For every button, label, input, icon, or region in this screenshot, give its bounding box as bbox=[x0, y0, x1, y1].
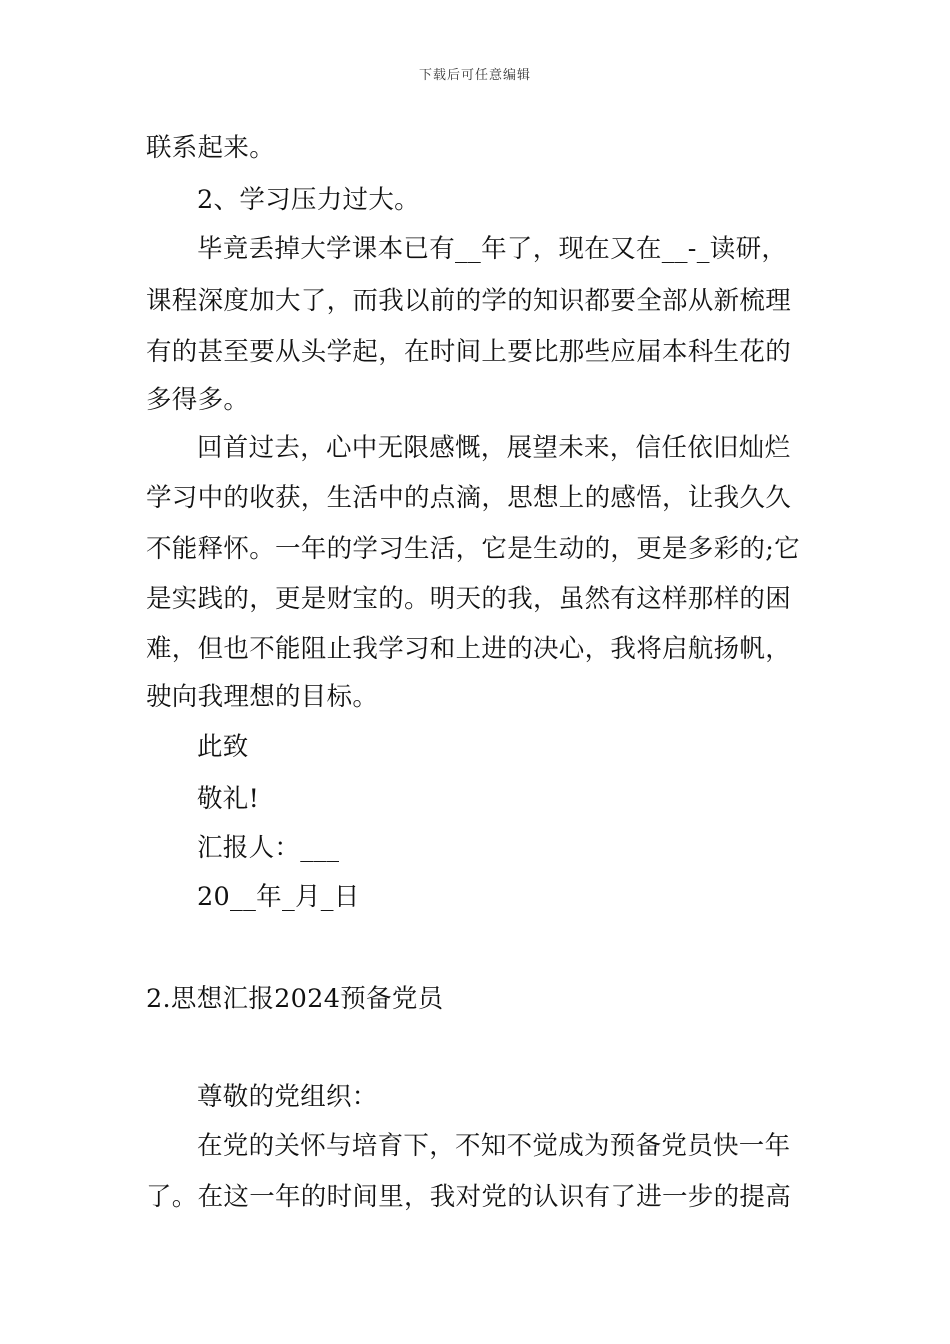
closing-salutation: 此致 bbox=[197, 732, 249, 762]
section-title: 2.思想汇报2024预备党员 bbox=[146, 984, 444, 1014]
paragraph-line: 难，但也不能阻止我学习和上进的决心，我将启航扬帆， bbox=[146, 634, 792, 664]
paragraph-line: 是实践的，更是财宝的。明天的我，虽然有这样那样的困 bbox=[146, 584, 792, 614]
paragraph-line: 课程深度加大了，而我以前的学的知识都要全部从新梳理 bbox=[146, 286, 792, 316]
paragraph-line: 学习中的收获，生活中的点滴，思想上的感悟，让我久久 bbox=[146, 483, 792, 513]
paragraph-line: 联系起来。 bbox=[146, 133, 276, 163]
paragraph-line: 多得多。 bbox=[146, 385, 250, 415]
paragraph-line: 了。在这一年的时间里，我对党的认识有了进一步的提高 bbox=[146, 1182, 792, 1212]
list-item-heading: 2、学习压力过大。 bbox=[197, 185, 420, 215]
page-header: 下载后可任意编辑 bbox=[418, 68, 531, 83]
date-field: 20__年_月_日 bbox=[197, 882, 360, 912]
paragraph-line: 毕竟丢掉大学课本已有__年了，现在又在__-_读研， bbox=[197, 234, 788, 264]
paragraph-line: 驶向我理想的目标。 bbox=[146, 682, 379, 712]
closing-regards: 敬礼! bbox=[197, 784, 260, 814]
paragraph-line: 在党的关怀与培育下，不知不觉成为预备党员快一年 bbox=[197, 1131, 791, 1161]
reporter-field: 汇报人：___ bbox=[197, 833, 340, 863]
letter-salutation: 尊敬的党组织： bbox=[197, 1082, 378, 1112]
paragraph-line: 回首过去，心中无限感慨，展望未来，信任依旧灿烂 bbox=[197, 433, 791, 463]
paragraph-line: 有的甚至要从头学起，在时间上要比那些应届本科生花的 bbox=[146, 337, 792, 367]
paragraph-line: 不能释怀。一年的学习生活，它是生动的，更是多彩的;它 bbox=[146, 534, 800, 564]
